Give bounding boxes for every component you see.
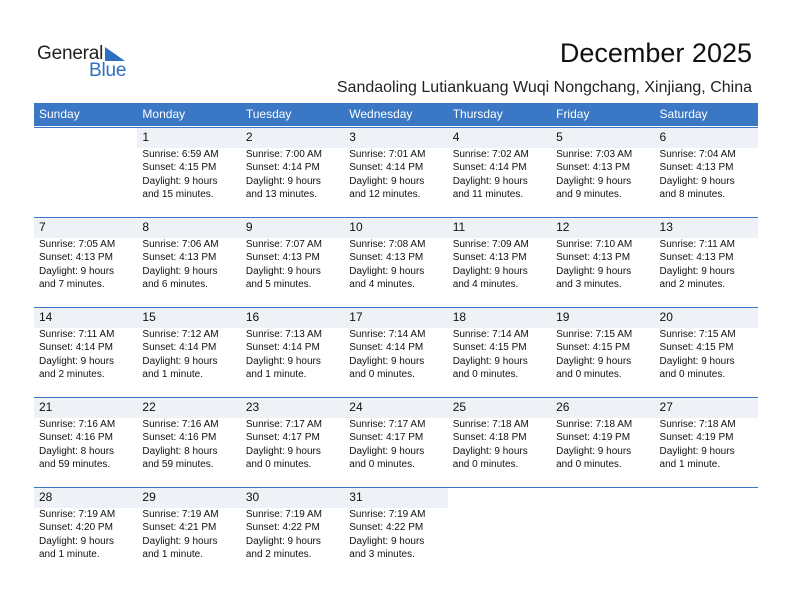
day-number: 4 [452, 130, 460, 144]
day-number: 17 [349, 310, 363, 324]
day-number: 7 [39, 220, 46, 234]
day-sunrise: Sunrise: 7:14 AM [452, 329, 529, 340]
day-number-bar [344, 488, 447, 508]
day-number-bar [34, 308, 137, 328]
day-sunset: Sunset: 4:17 PM [245, 432, 320, 444]
day-number: 22 [142, 400, 156, 414]
day-daylight2: and 11 minutes. [452, 189, 524, 201]
day-cell [655, 218, 758, 306]
day-sunset: Sunset: 4:15 PM [556, 342, 631, 354]
day-daylight2: and 1 minute. [142, 549, 204, 561]
day-daylight2: and 5 minutes. [245, 279, 312, 291]
day-number: 25 [452, 400, 467, 414]
day-cell [34, 218, 137, 306]
day-daylight1: Daylight: 9 hours [245, 445, 321, 457]
day-number-bar [344, 398, 447, 418]
day-daylight2: and 7 minutes. [39, 279, 105, 291]
day-number-bar [448, 128, 551, 148]
day-sunset: Sunset: 4:16 PM [39, 432, 113, 444]
day-sunrise: Sunrise: 7:05 AM [39, 239, 116, 250]
page-title: December 2025 [559, 38, 752, 68]
day-number-bar [551, 398, 654, 418]
day-cell [551, 308, 654, 396]
day-sunrise: Sunrise: 7:10 AM [556, 239, 633, 250]
day-number-bar [655, 308, 758, 328]
day-sunset: Sunset: 4:22 PM [245, 522, 320, 534]
day-sunset: Sunset: 4:16 PM [142, 432, 217, 444]
day-daylight1: Daylight: 9 hours [452, 175, 528, 187]
day-sunset: Sunset: 4:19 PM [659, 432, 734, 444]
day-cell [34, 308, 137, 396]
day-sunset: Sunset: 4:14 PM [349, 162, 424, 174]
day-sunrise: Sunrise: 7:13 AM [245, 329, 322, 340]
logo-blue-text: Blue [89, 60, 127, 81]
day-number-bar [34, 398, 137, 418]
day-daylight2: and 3 minutes. [556, 279, 622, 291]
day-daylight1: Daylight: 9 hours [659, 355, 735, 367]
day-cell [34, 488, 137, 576]
day-number: 23 [245, 400, 260, 414]
day-cell [34, 128, 137, 216]
day-sunrise: Sunrise: 7:18 AM [659, 419, 736, 430]
weekday-tuesday: Tuesday [245, 107, 292, 121]
day-daylight2: and 59 minutes. [142, 459, 214, 471]
day-cell [137, 308, 240, 396]
day-daylight1: Daylight: 9 hours [39, 355, 115, 367]
day-sunrise: Sunrise: 7:15 AM [556, 329, 633, 340]
day-daylight2: and 8 minutes. [659, 189, 726, 201]
day-sunrise: Sunrise: 7:19 AM [142, 509, 219, 520]
day-sunrise: Sunrise: 7:19 AM [245, 509, 322, 520]
day-sunrise: Sunrise: 7:11 AM [39, 329, 115, 340]
day-number-bar [137, 308, 240, 328]
day-number: 29 [142, 490, 156, 504]
day-cell [137, 128, 240, 216]
day-daylight1: Daylight: 9 hours [245, 535, 321, 547]
day-daylight2: and 4 minutes. [452, 279, 519, 291]
day-number: 15 [142, 310, 156, 324]
day-cell [241, 128, 344, 216]
day-number-bar [655, 398, 758, 418]
day-sunset: Sunset: 4:13 PM [245, 252, 320, 264]
day-daylight1: Daylight: 9 hours [349, 265, 425, 277]
day-sunset: Sunset: 4:15 PM [659, 342, 734, 354]
day-daylight2: and 0 minutes. [659, 369, 726, 381]
day-sunrise: Sunrise: 6:59 AM [142, 149, 219, 160]
day-sunrise: Sunrise: 7:12 AM [142, 329, 219, 340]
day-sunrise: Sunrise: 7:19 AM [39, 509, 116, 520]
day-cell [448, 398, 551, 486]
day-number-bar [655, 128, 758, 148]
logo-general-text: General [37, 43, 104, 64]
day-number: 16 [245, 310, 260, 324]
day-daylight1: Daylight: 9 hours [556, 355, 632, 367]
logo [37, 43, 137, 83]
day-sunrise: Sunrise: 7:06 AM [142, 239, 219, 250]
week-row [34, 397, 758, 486]
day-number-bar [448, 398, 551, 418]
day-cell [137, 488, 240, 576]
day-daylight2: and 15 minutes. [142, 189, 214, 201]
day-number: 6 [659, 130, 667, 144]
day-number: 31 [349, 490, 363, 504]
day-daylight2: and 9 minutes. [556, 189, 622, 201]
day-daylight2: and 0 minutes. [556, 459, 622, 471]
day-number: 21 [39, 400, 53, 414]
day-sunrise: Sunrise: 7:09 AM [452, 239, 529, 250]
day-cell [241, 218, 344, 306]
day-cell [551, 488, 654, 576]
day-sunset: Sunset: 4:14 PM [452, 162, 527, 174]
day-number: 27 [659, 400, 673, 414]
week-row [34, 487, 758, 576]
day-number: 5 [556, 130, 563, 144]
day-daylight1: Daylight: 9 hours [39, 535, 115, 547]
day-daylight2: and 1 minute. [659, 459, 721, 471]
day-number-bar [137, 218, 240, 238]
day-cell [241, 308, 344, 396]
day-number-bar [655, 218, 758, 238]
weekday-monday: Monday [142, 107, 186, 121]
day-daylight2: and 1 minute. [245, 369, 307, 381]
day-cell [551, 218, 654, 306]
day-number-bar [34, 488, 137, 508]
day-sunset: Sunset: 4:17 PM [349, 432, 424, 444]
day-sunset: Sunset: 4:14 PM [39, 342, 113, 354]
day-daylight1: Daylight: 9 hours [142, 355, 218, 367]
day-cell [344, 398, 447, 486]
day-cell [344, 218, 447, 306]
day-sunset: Sunset: 4:20 PM [39, 522, 113, 534]
day-number-bar [344, 218, 447, 238]
day-daylight2: and 0 minutes. [349, 369, 415, 381]
day-daylight1: Daylight: 9 hours [452, 265, 528, 277]
day-cell [655, 398, 758, 486]
day-number: 11 [452, 220, 466, 234]
day-daylight2: and 13 minutes. [245, 189, 318, 201]
day-daylight2: and 2 minutes. [659, 279, 726, 291]
day-sunrise: Sunrise: 7:17 AM [245, 419, 322, 430]
day-number: 3 [349, 130, 356, 144]
day-sunrise: Sunrise: 7:02 AM [452, 149, 529, 160]
day-number: 10 [349, 220, 363, 234]
day-sunrise: Sunrise: 7:00 AM [245, 149, 322, 160]
day-cell [655, 308, 758, 396]
location-subtitle: Sandaoling Lutiankuang Wuqi Nongchang, Xinjiang, China [336, 79, 752, 96]
day-cell [137, 398, 240, 486]
day-daylight1: Daylight: 9 hours [349, 535, 425, 547]
day-sunset: Sunset: 4:13 PM [349, 252, 424, 264]
day-daylight2: and 12 minutes. [349, 189, 421, 201]
day-sunrise: Sunrise: 7:18 AM [556, 419, 633, 430]
day-sunrise: Sunrise: 7:03 AM [556, 149, 633, 160]
day-daylight2: and 0 minutes. [452, 459, 519, 471]
day-number-bar [551, 128, 654, 148]
day-number-bar [344, 128, 447, 148]
day-number: 24 [349, 400, 363, 414]
day-daylight1: Daylight: 9 hours [349, 355, 425, 367]
day-sunset: Sunset: 4:14 PM [245, 162, 320, 174]
week-row [34, 217, 758, 306]
day-cell [344, 488, 447, 576]
day-daylight1: Daylight: 9 hours [142, 175, 218, 187]
day-daylight2: and 3 minutes. [349, 549, 415, 561]
day-daylight1: Daylight: 9 hours [556, 445, 632, 457]
day-number-bar [344, 308, 447, 328]
day-sunset: Sunset: 4:14 PM [349, 342, 424, 354]
day-daylight1: Daylight: 8 hours [142, 445, 218, 457]
day-number-bar [137, 488, 240, 508]
day-number-bar [137, 398, 240, 418]
day-number: 8 [142, 220, 150, 234]
day-number-bar [241, 488, 344, 508]
day-cell [655, 488, 758, 576]
day-number-bar [241, 308, 344, 328]
day-sunrise: Sunrise: 7:14 AM [349, 329, 426, 340]
day-daylight1: Daylight: 9 hours [452, 445, 528, 457]
day-cell [448, 488, 551, 576]
day-number-bar [241, 218, 344, 238]
day-daylight2: and 0 minutes. [452, 369, 519, 381]
day-daylight1: Daylight: 9 hours [245, 265, 321, 277]
day-number-bar [241, 128, 344, 148]
day-daylight1: Daylight: 9 hours [349, 175, 425, 187]
day-daylight1: Daylight: 9 hours [556, 265, 632, 277]
week-row [34, 127, 758, 216]
day-sunset: Sunset: 4:21 PM [142, 522, 217, 534]
day-daylight1: Daylight: 9 hours [659, 175, 735, 187]
day-sunset: Sunset: 4:15 PM [142, 162, 217, 174]
day-cell [448, 218, 551, 306]
weekday-thursday: Thursday [452, 107, 503, 121]
day-daylight2: and 2 minutes. [39, 369, 105, 381]
day-sunset: Sunset: 4:13 PM [39, 252, 113, 264]
day-number: 19 [556, 310, 570, 324]
day-daylight1: Daylight: 9 hours [556, 175, 632, 187]
day-daylight2: and 4 minutes. [349, 279, 415, 291]
day-number: 14 [39, 310, 53, 324]
day-sunset: Sunset: 4:13 PM [452, 252, 527, 264]
day-cell [34, 398, 137, 486]
day-sunset: Sunset: 4:13 PM [142, 252, 217, 264]
day-daylight1: Daylight: 9 hours [349, 445, 425, 457]
day-sunrise: Sunrise: 7:01 AM [349, 149, 426, 160]
day-daylight1: Daylight: 9 hours [659, 265, 735, 277]
day-sunrise: Sunrise: 7:18 AM [452, 419, 529, 430]
day-number: 20 [659, 310, 673, 324]
day-number: 2 [245, 130, 253, 144]
day-cell [448, 128, 551, 216]
day-number-bar [137, 128, 240, 148]
weekday-friday: Friday [556, 107, 590, 121]
day-daylight1: Daylight: 9 hours [245, 355, 321, 367]
day-daylight2: and 1 minute. [142, 369, 204, 381]
day-number: 28 [39, 490, 53, 504]
weekday-wednesday: Wednesday [349, 107, 413, 121]
day-daylight1: Daylight: 9 hours [245, 175, 321, 187]
day-sunset: Sunset: 4:13 PM [659, 162, 734, 174]
day-sunrise: Sunrise: 7:08 AM [349, 239, 426, 250]
day-number: 26 [556, 400, 570, 414]
day-number-bar [448, 308, 551, 328]
day-daylight1: Daylight: 9 hours [39, 265, 115, 277]
day-cell [344, 308, 447, 396]
day-number: 12 [556, 220, 570, 234]
day-number: 13 [659, 220, 673, 234]
day-daylight1: Daylight: 8 hours [39, 445, 115, 457]
day-cell [448, 308, 551, 396]
day-daylight2: and 0 minutes. [556, 369, 622, 381]
day-daylight2: and 0 minutes. [245, 459, 312, 471]
day-sunrise: Sunrise: 7:16 AM [39, 419, 116, 430]
day-sunrise: Sunrise: 7:19 AM [349, 509, 426, 520]
day-daylight2: and 1 minute. [39, 549, 100, 561]
day-sunset: Sunset: 4:14 PM [245, 342, 320, 354]
day-daylight2: and 2 minutes. [245, 549, 312, 561]
day-sunset: Sunset: 4:14 PM [142, 342, 217, 354]
day-sunset: Sunset: 4:13 PM [556, 252, 631, 264]
day-sunrise: Sunrise: 7:07 AM [245, 239, 322, 250]
day-sunset: Sunset: 4:15 PM [452, 342, 527, 354]
day-sunrise: Sunrise: 7:11 AM [659, 239, 735, 250]
day-daylight2: and 6 minutes. [142, 279, 209, 291]
day-sunset: Sunset: 4:19 PM [556, 432, 631, 444]
day-daylight2: and 59 minutes. [39, 459, 111, 471]
day-cell [655, 128, 758, 216]
day-sunset: Sunset: 4:13 PM [659, 252, 734, 264]
day-cell [241, 398, 344, 486]
day-daylight1: Daylight: 9 hours [452, 355, 528, 367]
day-daylight1: Daylight: 9 hours [142, 535, 218, 547]
day-sunrise: Sunrise: 7:16 AM [142, 419, 219, 430]
weekday-sunday: Sunday [39, 107, 80, 121]
day-number: 18 [452, 310, 467, 324]
day-number: 9 [245, 220, 253, 234]
logo-triangle-icon [105, 47, 125, 61]
day-cell [241, 488, 344, 576]
day-cell [344, 128, 447, 216]
day-sunset: Sunset: 4:18 PM [452, 432, 527, 444]
day-number: 1 [142, 130, 150, 144]
day-number: 30 [245, 490, 260, 504]
day-sunrise: Sunrise: 7:15 AM [659, 329, 736, 340]
day-daylight2: and 0 minutes. [349, 459, 415, 471]
day-cell [551, 398, 654, 486]
day-number-bar [241, 398, 344, 418]
day-number-bar [551, 218, 654, 238]
weekday-header [34, 103, 758, 126]
day-sunset: Sunset: 4:22 PM [349, 522, 424, 534]
day-sunrise: Sunrise: 7:04 AM [659, 149, 736, 160]
day-sunset: Sunset: 4:13 PM [556, 162, 631, 174]
day-daylight1: Daylight: 9 hours [659, 445, 735, 457]
day-number-bar [34, 218, 137, 238]
weekday-saturday: Saturday [659, 107, 708, 121]
day-number-bar [448, 218, 551, 238]
day-daylight1: Daylight: 9 hours [142, 265, 218, 277]
week-row [34, 307, 758, 396]
day-sunrise: Sunrise: 7:17 AM [349, 419, 426, 430]
day-cell [551, 128, 654, 216]
day-cell [137, 218, 240, 306]
day-number-bar [551, 308, 654, 328]
